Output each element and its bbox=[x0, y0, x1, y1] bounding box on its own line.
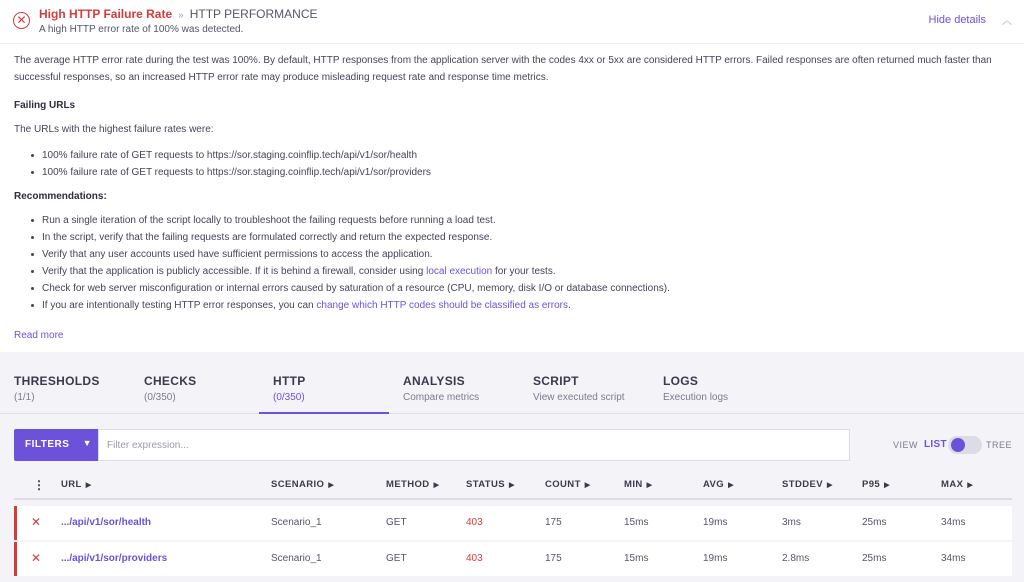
tab-analysis[interactable] bbox=[403, 374, 479, 414]
recommendation-item bbox=[28, 297, 1004, 314]
failing-url-item: 100% failure rate of GET requests to https://sor.staging.coinflip.tech/api/v1/sor/health bbox=[28, 147, 1004, 164]
column-header-url[interactable] bbox=[61, 479, 92, 490]
column-header-p95[interactable] bbox=[862, 479, 890, 490]
max-cell: 34ms bbox=[941, 553, 966, 564]
p95-cell: 25ms bbox=[862, 517, 887, 528]
column-header-method[interactable] bbox=[386, 479, 439, 490]
scenario-cell: Scenario_1 bbox=[271, 517, 322, 528]
tab-title: LOGS bbox=[663, 374, 699, 388]
count-cell: 175 bbox=[545, 553, 562, 564]
sort-caret-icon: ▶ bbox=[884, 482, 890, 489]
column-label: STATUS bbox=[466, 479, 505, 490]
p95-cell: 25ms bbox=[862, 553, 887, 564]
stddev-cell: 3ms bbox=[782, 517, 801, 528]
sort-caret-icon: ▶ bbox=[826, 482, 833, 489]
http-codes-link[interactable]: change which HTTP codes should be classified as errors bbox=[316, 300, 569, 311]
column-header-min[interactable] bbox=[624, 479, 652, 490]
error-circle-icon: ✕ bbox=[13, 12, 30, 29]
column-label: STDDEV bbox=[782, 479, 823, 490]
table-row[interactable] bbox=[14, 542, 1012, 576]
table-row[interactable] bbox=[14, 506, 1012, 540]
avg-cell: 19ms bbox=[703, 553, 728, 564]
alert-title-row bbox=[39, 7, 318, 21]
sort-caret-icon: ▶ bbox=[584, 482, 591, 489]
count-cell: 175 bbox=[545, 517, 562, 528]
filter-expression-input[interactable] bbox=[98, 429, 850, 461]
recommendation-text: If you are intentionally testing HTTP error responses, you can bbox=[42, 300, 317, 311]
method-cell: GET bbox=[386, 553, 407, 564]
url-cell[interactable]: .../api/v1/sor/providers bbox=[61, 553, 168, 564]
view-label: VIEW bbox=[893, 440, 919, 450]
tab-title: ANALYSIS bbox=[403, 374, 465, 388]
toggle-knob bbox=[951, 438, 965, 452]
failing-url-item: 100% failure rate of GET requests to https://sor.staging.coinflip.tech/api/v1/sor/providers bbox=[28, 164, 1004, 181]
column-label: P95 bbox=[862, 479, 881, 490]
failing-urls-intro: The URLs with the highest failure rates were: bbox=[14, 124, 214, 135]
failed-x-icon: ✕ bbox=[31, 551, 42, 565]
tab-subtitle: View executed script bbox=[533, 392, 625, 403]
tab-subtitle: (1/1) bbox=[14, 392, 35, 403]
status-cell: 403 bbox=[466, 553, 483, 564]
min-cell: 15ms bbox=[624, 517, 649, 528]
sort-caret-icon: ▶ bbox=[509, 482, 515, 489]
list-view-option[interactable]: LIST bbox=[924, 439, 947, 450]
recommendation-text: . bbox=[568, 300, 571, 311]
sort-caret-icon: ▶ bbox=[433, 482, 440, 489]
alert-category: HTTP PERFORMANCE bbox=[189, 7, 318, 21]
recommendations-list bbox=[28, 212, 1004, 314]
recommendation-item: Verify that any user accounts used have sufficient permissions to access the application. bbox=[28, 246, 1004, 263]
tab-logs[interactable] bbox=[663, 374, 728, 414]
active-tab-indicator bbox=[259, 412, 389, 414]
tab-thresholds[interactable] bbox=[14, 374, 100, 414]
alert-title: High HTTP Failure Rate bbox=[39, 7, 173, 21]
tab-title: HTTP bbox=[273, 374, 306, 388]
recommendations-heading: Recommendations: bbox=[14, 191, 107, 202]
recommendation-item: Run a single iteration of the script locally to troubleshoot the failing requests before running a load test. bbox=[28, 212, 1004, 229]
chevron-up-icon[interactable]: ︿ bbox=[1002, 16, 1012, 27]
column-label: MIN bbox=[624, 479, 643, 490]
caret-down-icon: ▼ bbox=[82, 438, 92, 448]
view-toggle[interactable] bbox=[948, 436, 982, 454]
alert-body bbox=[14, 52, 1004, 344]
tab-subtitle: Compare metrics bbox=[403, 392, 480, 403]
sort-caret-icon: ▶ bbox=[328, 482, 335, 489]
failed-x-icon: ✕ bbox=[31, 515, 42, 529]
column-header-count[interactable] bbox=[545, 479, 591, 490]
avg-cell: 19ms bbox=[703, 517, 728, 528]
table-header bbox=[14, 470, 1012, 500]
alert-description: The average HTTP error rate during the test was 100%. By default, HTTP responses from the application server with the codes 4xx or 5xx are considered HTTP errors. Failed responses are often returned much faster than successful responses, so an increased HTTP error rate may produce misleading request rate and response time metrics. bbox=[14, 55, 992, 83]
tab-title: SCRIPT bbox=[533, 374, 579, 388]
alert-subtitle: A high HTTP error rate of 100% was detected. bbox=[39, 24, 244, 35]
failing-urls-list bbox=[28, 147, 1004, 181]
recommendation-text: for your tests. bbox=[492, 266, 556, 277]
column-label: SCENARIO bbox=[271, 479, 325, 490]
tab-http[interactable] bbox=[273, 374, 306, 414]
column-label: URL bbox=[61, 479, 82, 490]
column-label: MAX bbox=[941, 479, 964, 490]
sort-caret-icon: ▶ bbox=[646, 482, 653, 489]
tree-view-option[interactable]: TREE bbox=[986, 440, 1013, 450]
local-execution-link[interactable]: local execution bbox=[426, 266, 493, 277]
tab-subtitle: (0/350) bbox=[144, 392, 176, 403]
alert-header[interactable] bbox=[0, 0, 1024, 44]
stddev-cell: 2.8ms bbox=[782, 553, 810, 564]
min-cell: 15ms bbox=[624, 553, 649, 564]
tab-checks[interactable] bbox=[144, 374, 196, 414]
url-cell[interactable]: .../api/v1/sor/health bbox=[61, 517, 152, 528]
tab-subtitle: Execution logs bbox=[663, 392, 729, 403]
method-cell: GET bbox=[386, 517, 407, 528]
column-header-avg[interactable] bbox=[703, 479, 734, 490]
sort-caret-icon: ▶ bbox=[967, 482, 974, 489]
read-more-link[interactable]: Read more bbox=[14, 330, 64, 341]
breadcrumb-separator: » bbox=[178, 10, 184, 21]
hide-details-button[interactable]: Hide details bbox=[928, 14, 986, 26]
tab-subtitle: (0/350) bbox=[273, 392, 305, 403]
tab-title: CHECKS bbox=[144, 374, 197, 388]
sort-caret-icon: ▶ bbox=[85, 482, 92, 489]
recommendation-item: In the script, verify that the failing requests are formulated correctly and return the expected response. bbox=[28, 229, 1004, 246]
recommendation-item: Check for web server misconfiguration or internal errors caused by saturation of a resource (CPU, memory, disk I/O or database connections). bbox=[28, 280, 1004, 297]
recommendation-text: Verify that the application is publicly accessible. If it is behind a firewall, consider using bbox=[42, 266, 427, 277]
tab-script[interactable] bbox=[533, 374, 625, 414]
tab-bar bbox=[0, 352, 1024, 414]
scenario-cell: Scenario_1 bbox=[271, 553, 322, 564]
max-cell: 34ms bbox=[941, 517, 966, 528]
column-header-stddev[interactable] bbox=[782, 479, 833, 490]
status-cell: 403 bbox=[466, 517, 483, 528]
column-label: COUNT bbox=[545, 479, 581, 490]
filters-button-label: FILTERS bbox=[25, 439, 70, 450]
filters-button[interactable] bbox=[14, 429, 98, 461]
column-label: AVG bbox=[703, 479, 725, 490]
tab-title: THRESHOLDS bbox=[14, 374, 100, 388]
more-vertical-icon[interactable]: ⋮ bbox=[33, 478, 45, 492]
failing-urls-heading: Failing URLs bbox=[14, 100, 76, 111]
column-header-scenario[interactable] bbox=[271, 479, 334, 490]
recommendation-item bbox=[28, 263, 1004, 280]
column-label: METHOD bbox=[386, 479, 430, 490]
sort-caret-icon: ▶ bbox=[728, 482, 734, 489]
column-header-max[interactable] bbox=[941, 479, 973, 490]
column-header-status[interactable] bbox=[466, 479, 515, 490]
